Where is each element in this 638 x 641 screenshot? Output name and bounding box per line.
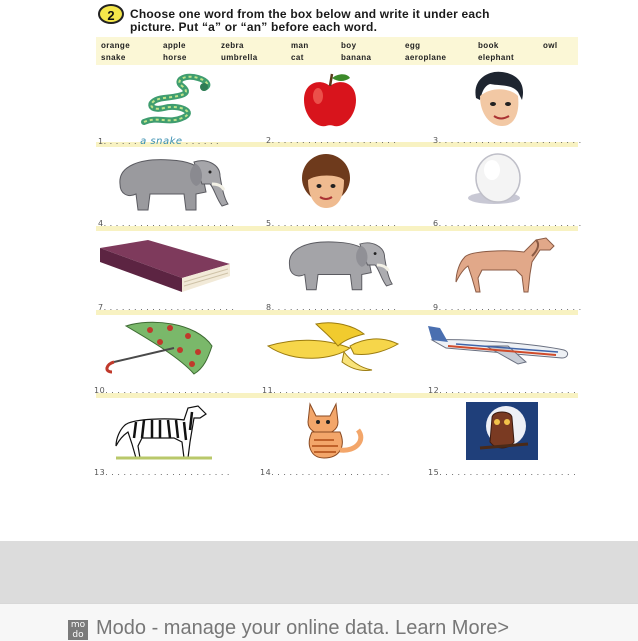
word-box-word: cat	[291, 53, 304, 62]
item-number: 10.	[94, 386, 109, 395]
answer-line: 11. . . . . . . . . . . . . . . . . . . .	[262, 386, 392, 395]
answer-line: 7. . . . . . . . . . . . . . . . . . . . . .	[98, 303, 235, 312]
item-number: 2.	[266, 136, 275, 145]
answer-line: 12. . . . . . . . . . . . . . . . . . . . . . .	[428, 386, 577, 395]
item-number: 6.	[433, 219, 442, 228]
word-box-word: boy	[341, 41, 357, 50]
zebra-icon	[112, 402, 216, 460]
answer-line: 2. . . . . . . . . . . . . . . . . . . . .	[266, 136, 397, 145]
word-box-word: banana	[341, 53, 372, 62]
item-number: 11.	[262, 386, 277, 395]
item-number: 3.	[433, 136, 442, 145]
answer-line: 5. . . . . . . . . . . . . . . . . . . . .	[266, 219, 397, 228]
word-box-word: horse	[163, 53, 187, 62]
modo-logo-icon: mo do	[68, 620, 88, 640]
word-box-word: owl	[543, 41, 558, 50]
answer-line: 10. . . . . . . . . . . . . . . . . . . . .	[94, 386, 230, 395]
instruction-line-2: picture. Put “a” or “an” before each word.	[130, 20, 378, 34]
answer-line: 1. . . . . . a snake . . . . . .	[98, 136, 220, 147]
item-number: 12.	[428, 386, 443, 395]
apple-icon	[300, 70, 360, 130]
item-number: 15.	[428, 468, 443, 477]
word-box-word: man	[291, 41, 309, 50]
book-icon	[98, 240, 232, 294]
word-box-word: elephant	[478, 53, 515, 62]
elephant-icon	[280, 236, 396, 294]
answer-text: a snake	[140, 136, 183, 147]
word-box-word: orange	[101, 41, 131, 50]
word-box-word: aeroplane	[405, 53, 447, 62]
man-icon	[466, 70, 530, 130]
snake-icon	[138, 72, 216, 128]
cat-icon	[300, 400, 370, 460]
exercise-instructions	[130, 8, 490, 34]
horse-icon	[454, 236, 558, 296]
answer-line: 9. . . . . . . . . . . . . . . . . . . . . . . .	[433, 303, 582, 312]
answer-line: 6. . . . . . . . . . . . . . . . . . . . . . . .	[433, 219, 582, 228]
answer-line: 4. . . . . . . . . . . . . . . . . . . . . .	[98, 219, 235, 228]
egg-icon	[464, 152, 530, 206]
answer-line: 13. . . . . . . . . . . . . . . . . . . . .	[94, 468, 230, 477]
word-box-word: book	[478, 41, 499, 50]
exercise-number-badge: 2	[98, 4, 124, 24]
answer-line: 8. . . . . . . . . . . . . . . . . . . . .	[266, 303, 397, 312]
item-number: 4.	[98, 219, 107, 228]
aeroplane-icon	[426, 322, 572, 366]
item-number: 8.	[266, 303, 275, 312]
answer-line: 3. . . . . . . . . . . . . . . . . . . . . . . .	[433, 136, 582, 145]
word-box-word: zebra	[221, 41, 244, 50]
owl-icon	[466, 402, 538, 460]
boy-icon	[298, 152, 354, 210]
answer-line: 15. . . . . . . . . . . . . . . . . . . . . . .	[428, 468, 577, 477]
word-box-word: snake	[101, 53, 126, 62]
item-number: 5.	[266, 219, 275, 228]
word-box-word: egg	[405, 41, 421, 50]
item-number: 7.	[98, 303, 107, 312]
ad-banner-link[interactable]: Modo - manage your online data. Learn More>	[96, 617, 510, 639]
item-number: 13.	[94, 468, 109, 477]
item-number: 1.	[98, 137, 107, 146]
answer-line: 14. . . . . . . . . . . . . . . . . . . .	[260, 468, 390, 477]
gray-separator-band	[0, 541, 638, 603]
item-number: 9.	[433, 303, 442, 312]
item-number: 14.	[260, 468, 275, 477]
banana-icon	[264, 318, 400, 376]
word-box-word: umbrella	[221, 53, 258, 62]
elephant-icon	[110, 154, 232, 214]
word-box-word: apple	[163, 41, 186, 50]
instruction-line-1: Choose one word from the box below and write it under each	[130, 7, 490, 21]
umbrella-icon	[100, 318, 216, 376]
